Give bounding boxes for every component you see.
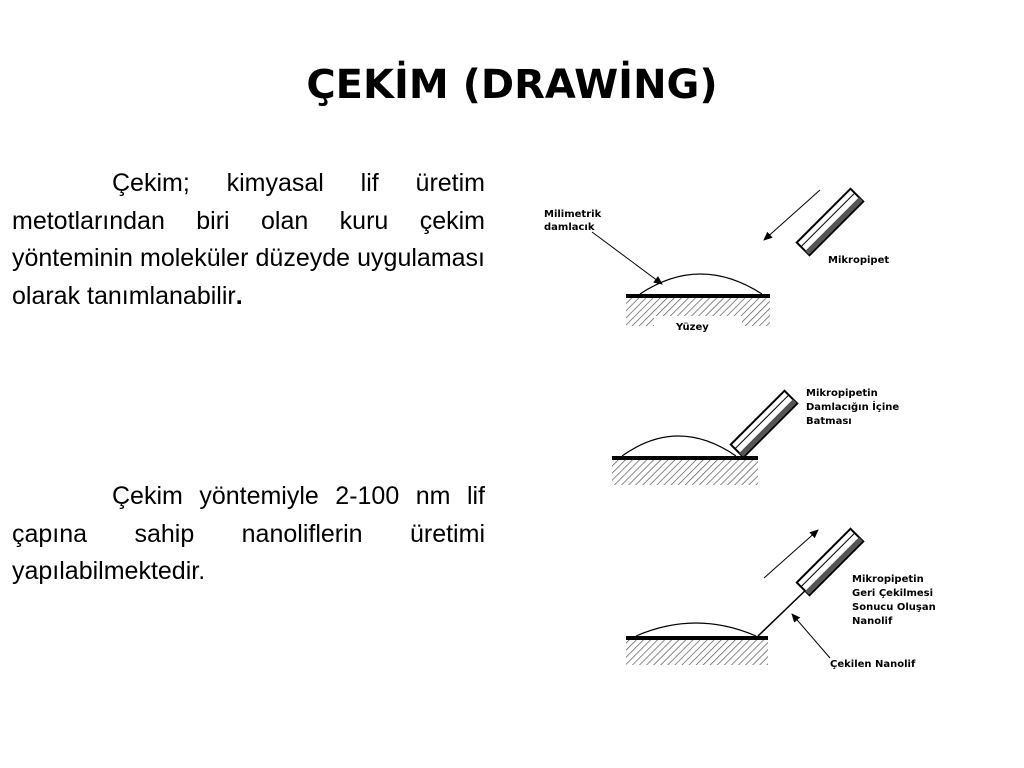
micropipette-3 (797, 529, 863, 595)
paragraph-definition-period: . (235, 281, 243, 310)
micropipette-2 (731, 391, 797, 457)
fiber-label: Çekilen Nanolif (830, 659, 916, 670)
slide-title: ÇEKİM (DRAWİNG) (306, 62, 718, 108)
step-3-label-line4: Nanolif (852, 616, 893, 627)
droplet-2 (622, 436, 736, 456)
step-3-label-line1: Mikropipetin (852, 574, 924, 585)
step-3-pipette-withdrawal (626, 529, 936, 670)
paragraph-nanofiber-range-text: Çekim yöntemiyle 2-100 nm lif çapına sahip nanoliflerin üretimi yapılabilmektedir. (12, 482, 485, 585)
droplet-label-line2: damlacık (544, 222, 595, 233)
step-1-pipette-approach (544, 189, 889, 333)
droplet-1 (640, 274, 762, 294)
substrate-3 (626, 637, 768, 665)
step-2-label-line1: Mikropipetin (806, 388, 878, 399)
step-2-pipette-immersion (612, 388, 899, 485)
droplet-label-line1: Milimetrik (544, 209, 602, 220)
step-3-label-line3: Sonucu Oluşan (852, 602, 936, 613)
surface-label: Yüzey (676, 322, 709, 333)
paragraph-nanofiber-range (12, 478, 485, 591)
step-2-label-line2: Damlacığın İçine (806, 402, 900, 413)
micropipette-1 (797, 189, 863, 255)
drawing-process-diagram (530, 180, 960, 680)
pipette-label: Mikropipet (828, 255, 890, 266)
paragraph-definition-text: Çekim; kimyasal lif üretim metotlarından biri olan kuru çekim yönteminin moleküler düzeyde uygulaması olarak tanımlanabilir (12, 169, 485, 310)
fiber-pointer-arrow (792, 614, 830, 658)
substrate-2 (612, 457, 758, 485)
droplet-3 (636, 623, 756, 636)
droplet-pointer-arrow (592, 232, 662, 284)
nanofiber-line (758, 586, 810, 636)
step-2-label-line3: Batması (806, 416, 852, 427)
step-3-label-line2: Geri Çekilmesi (852, 588, 934, 599)
paragraph-definition (12, 165, 485, 315)
